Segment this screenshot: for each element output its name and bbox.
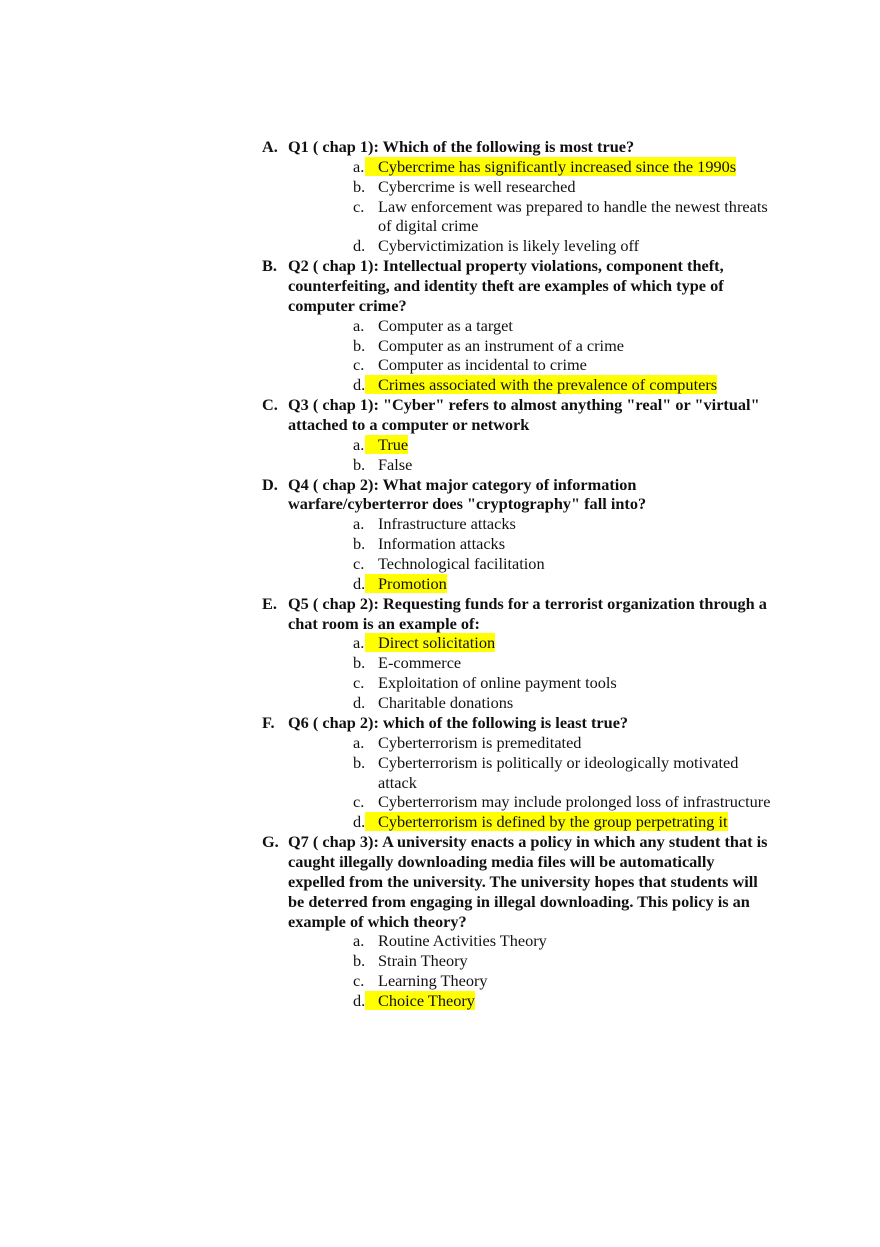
option-text: Information attacks [378, 534, 506, 554]
option-letter: a. [353, 514, 365, 534]
option-text: Computer as a target [378, 315, 513, 335]
question-text: Q6 ( chap 2): which of the following is least true? [288, 712, 629, 732]
option-letter: d. [353, 573, 366, 593]
question-list [262, 137, 782, 1011]
option-text: Routine Activities Theory [378, 931, 547, 951]
answer-option [262, 534, 778, 554]
option-letter: c. [353, 792, 365, 812]
option-letter: b. [353, 951, 366, 971]
option-letter: d. [353, 693, 366, 713]
question-label: F. [262, 712, 275, 732]
option-text: Direct solicitation [365, 633, 495, 652]
option-letter: b. [353, 176, 366, 196]
question-text: Q3 ( chap 1): "Cyber" refers to almost anything "real" or "virtual" attached to a computer or network [288, 395, 760, 435]
option-text: Crimes associated with the prevalence of computers [365, 375, 717, 394]
option-text: Cyberterrorism is politically or ideologically motivated attack [378, 752, 739, 792]
option-letter: a. [353, 633, 365, 653]
option-text: E-commerce [378, 653, 462, 673]
option-text: Computer as an instrument of a crime [378, 335, 624, 355]
option-letter: d. [353, 812, 366, 832]
option-text: Charitable donations [378, 693, 514, 713]
answer-option [262, 236, 778, 256]
option-text: Computer as incidental to crime [378, 355, 587, 375]
answer-option-highlighted [262, 991, 778, 1011]
option-text: False [378, 454, 413, 474]
option-text: Infrastructure attacks [378, 514, 516, 534]
question-label: G. [262, 832, 279, 852]
option-letter: c. [353, 196, 365, 216]
answer-option [262, 177, 778, 197]
option-letter: d. [353, 375, 366, 395]
option-text: Cybercrime is well researched [378, 176, 576, 196]
answer-option [262, 554, 778, 574]
option-letter: a. [353, 156, 365, 176]
option-letter: c. [353, 355, 365, 375]
option-letter: c. [353, 971, 365, 991]
question-3 [262, 395, 768, 435]
question-text: Q1 ( chap 1): Which of the following is most true? [288, 137, 635, 156]
answer-option [262, 931, 778, 951]
option-text: Cybercrime has significantly increased since the 1990s [365, 157, 736, 176]
answer-option [262, 653, 778, 673]
option-text: Technological facilitation [378, 554, 545, 574]
answer-option-highlighted [262, 574, 778, 594]
option-text: Promotion [365, 574, 447, 593]
option-letter: d. [353, 990, 366, 1010]
answer-option [262, 792, 778, 812]
option-text: Strain Theory [378, 951, 468, 971]
question-1 [262, 137, 768, 157]
answer-option-highlighted [262, 633, 778, 653]
answer-option [262, 951, 778, 971]
option-text: Exploitation of online payment tools [378, 673, 617, 693]
answer-option [262, 733, 778, 753]
option-letter: c. [353, 673, 365, 693]
option-letter: a. [353, 732, 365, 752]
option-text: Cyberterrorism may include prolonged loss of infrastructure [378, 792, 771, 812]
question-6 [262, 713, 768, 733]
question-label: D. [262, 474, 278, 494]
answer-option-highlighted [262, 812, 778, 832]
question-label: A. [262, 137, 278, 156]
question-label: C. [262, 395, 278, 415]
answer-option [262, 336, 778, 356]
answer-option-highlighted [262, 375, 778, 395]
option-letter: c. [353, 554, 365, 574]
question-2 [262, 256, 768, 316]
question-7 [262, 832, 768, 931]
option-letter: b. [353, 454, 366, 474]
answer-option [262, 197, 778, 237]
option-text: Cyberterrorism is defined by the group perpetrating it [365, 812, 728, 831]
option-text: Cybervictimization is likely leveling off [378, 236, 640, 256]
question-5 [262, 594, 768, 634]
option-text: Choice Theory [365, 991, 475, 1010]
question-text: Q7 ( chap 3): A university enacts a policy in which any student that is caught illegally downloading media files will be automatically expelled from the university. The university hopes that students will be deterred from engaging in illegal downloading. This policy is an example of which theory? [288, 832, 768, 931]
answer-option-highlighted [262, 157, 778, 177]
option-text: Law enforcement was prepared to handle the newest threats of digital crime [378, 196, 768, 236]
answer-option [262, 753, 778, 793]
answer-option [262, 455, 778, 475]
answer-option [262, 514, 778, 534]
option-letter: a. [353, 931, 365, 951]
option-text: True [365, 435, 408, 454]
question-label: B. [262, 256, 277, 276]
option-letter: b. [353, 335, 366, 355]
answer-option [262, 316, 778, 336]
option-text: Cyberterrorism is premeditated [378, 732, 582, 752]
answer-option [262, 693, 778, 713]
option-letter: b. [353, 752, 366, 772]
question-label: E. [262, 593, 277, 613]
question-text: Q5 ( chap 2): Requesting funds for a terrorist organization through a chat room is an example of: [288, 593, 767, 633]
answer-option [262, 971, 778, 991]
answer-option [262, 673, 778, 693]
question-4 [262, 475, 768, 515]
option-letter: b. [353, 653, 366, 673]
option-letter: a. [353, 434, 365, 454]
question-text: Q4 ( chap 2): What major category of information warfare/cyberterror does "cryptography" fall into? [288, 474, 647, 514]
answer-option-highlighted [262, 435, 778, 455]
answer-option [262, 355, 778, 375]
option-letter: d. [353, 236, 366, 256]
option-letter: a. [353, 315, 365, 335]
option-letter: b. [353, 534, 366, 554]
option-text: Learning Theory [378, 971, 488, 991]
question-text: Q2 ( chap 1): Intellectual property violations, component theft, counterfeiting, and identity theft are examples of which type of computer crime? [288, 256, 724, 315]
